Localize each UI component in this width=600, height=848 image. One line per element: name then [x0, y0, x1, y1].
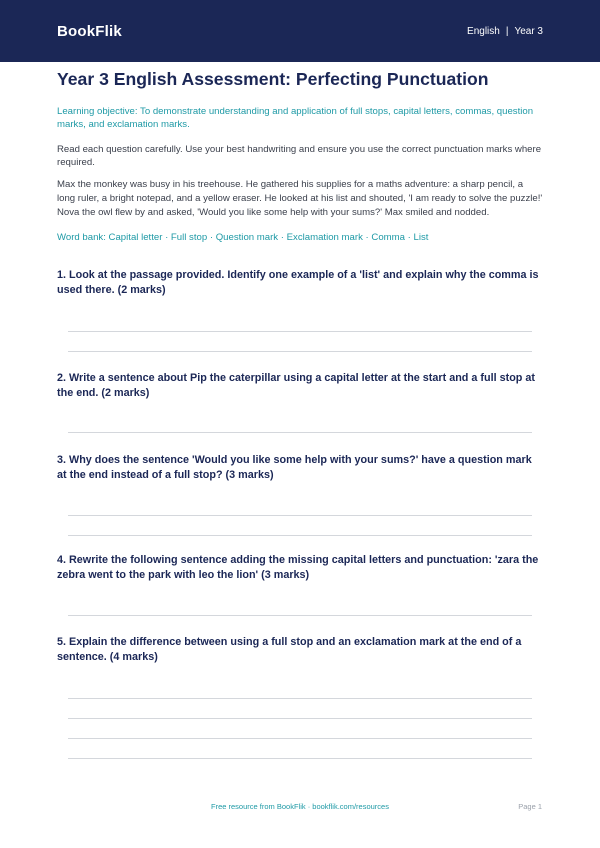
answer-line[interactable] — [68, 758, 532, 759]
answer-line[interactable] — [68, 331, 532, 332]
subject-label: English — [467, 25, 500, 37]
word-bank: Word bank: Capital letter · Full stop · Question mark · Exclamation mark · Comma · List — [57, 232, 429, 243]
question-block-3 — [57, 453, 543, 543]
subject-year-label — [467, 26, 543, 37]
question-text-4: 4. Rewrite the following sentence adding the missing capital letters and punctuation: 'zara the zebra went to the park with leo the lion' (3 marks) — [57, 554, 539, 581]
question-text-2: 2. Write a sentence about Pip the caterpillar using a capital letter at the start and a full stop at the end. (2 marks) — [57, 372, 535, 399]
meta-separator: | — [505, 25, 509, 37]
reading-passage: Max the monkey was busy in his treehouse. He gathered his supplies for a maths adventure: a sharp pencil, a long ruler, a bright notepad, and a yellow eraser. He looked at his list and shouted, 'I am ready to solve the puzzle!' Nova the owl flew by and asked, 'Would you like some help with your sums?' Max smiled and nodded. — [57, 179, 543, 218]
answer-line[interactable] — [68, 432, 532, 433]
learning-objective: Learning objective: To demonstrate understanding and application of full stops, capital letters, commas, question marks, and exclamation marks. — [57, 106, 534, 130]
question-text-5: 5. Explain the difference between using a full stop and an exclamation mark at the end of a sentence. (4 marks) — [57, 636, 522, 663]
worksheet-body — [0, 62, 600, 244]
question-block-5 — [57, 635, 543, 765]
page-footer — [0, 802, 600, 814]
answer-line[interactable] — [68, 698, 532, 699]
page-number: Page 1 — [518, 802, 542, 811]
question-text-3: 3. Why does the sentence 'Would you like some help with your sums?' have a question mark at the end instead of a full stop? (3 marks) — [57, 454, 532, 481]
answer-line[interactable] — [68, 515, 532, 516]
page-title: Year 3 English Assessment: Perfecting Punctuation — [57, 69, 489, 89]
instructions-text: Read each question carefully. Use your best handwriting and ensure you use the correct punctuation marks where required. — [57, 144, 542, 168]
question-text-1: 1. Look at the passage provided. Identify one example of a 'list' and explain why the comma is used there. (2 marks) — [57, 269, 539, 296]
footer-source-link[interactable]: Free resource from BookFlik · bookflik.com/resources — [211, 802, 389, 811]
answer-line[interactable] — [68, 535, 532, 536]
answer-line[interactable] — [68, 351, 532, 352]
year-label: Year 3 — [514, 25, 543, 37]
question-block-4 — [57, 553, 543, 623]
page-header — [0, 0, 600, 62]
answer-line[interactable] — [68, 615, 532, 616]
answer-line[interactable] — [68, 718, 532, 719]
brand-logo-text: BookFlik — [57, 22, 122, 40]
question-block-2 — [57, 371, 543, 441]
answer-line[interactable] — [68, 738, 532, 739]
question-block-1 — [57, 268, 543, 358]
